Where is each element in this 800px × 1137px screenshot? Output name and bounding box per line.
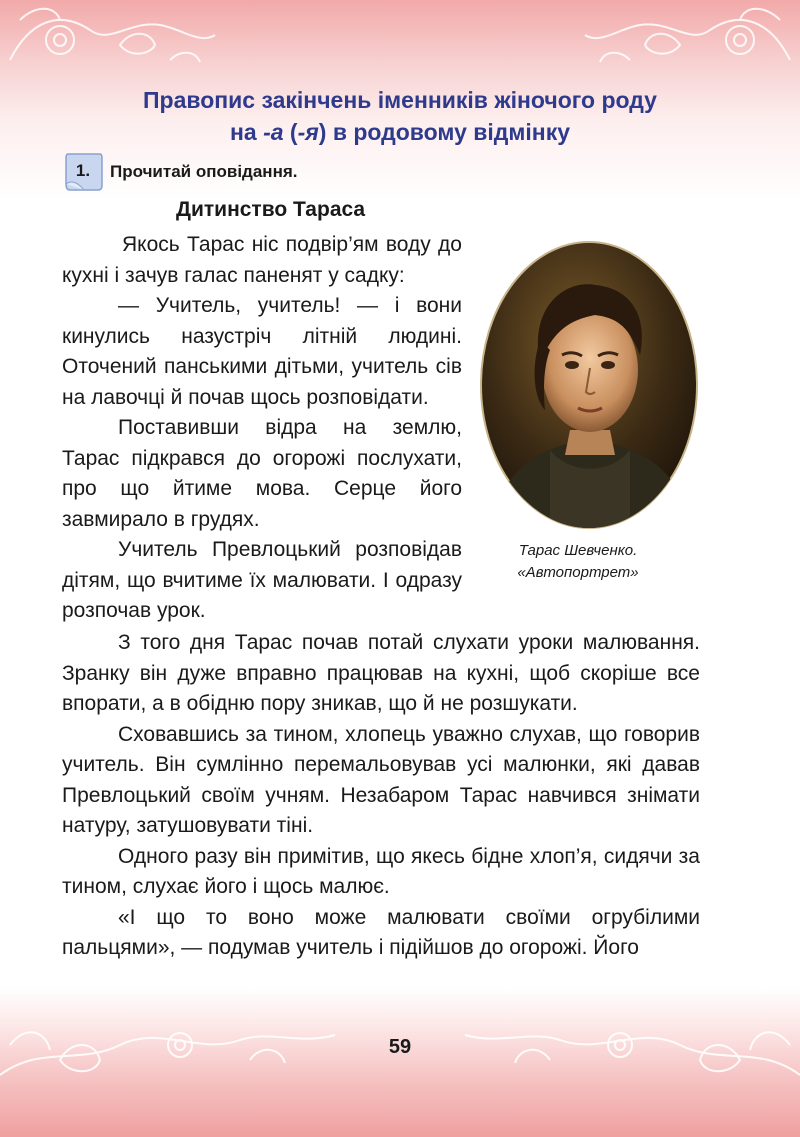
story-paragraph: Сховавшись за тином, хлопець уважно слухав, що говорив учитель. Він сумлінно перемальовував усі малюнки, які давав Превлоцький своїм учням. Незабаром Тарас навчився знімати натуру, затушовувати тіні.	[62, 722, 700, 837]
caption-line-2: «Автопортрет»	[517, 564, 639, 581]
title-line-2	[0, 116, 800, 148]
story-text-narrow	[62, 230, 462, 627]
task-instruction: Прочитай оповідання.	[110, 162, 298, 181]
story-text-wide	[62, 628, 700, 964]
story-paragraph: — Учитель, учитель! — і вони кинулись назустріч літній людині. Оточений панськими дітьми, учитель сів на лавочці й почав щось розповідати.	[62, 294, 462, 409]
portrait-caption	[498, 540, 658, 584]
story-paragraph: Поставивши відра на землю, Тарас підкрався до огорожі послухати, про що йтиме мова. Серце його завмирало в грудях.	[62, 416, 462, 531]
page-title	[0, 84, 800, 148]
title-ending-a: -а	[263, 119, 284, 145]
story-paragraph: Учитель Превлоцький розповідав дітям, що вчитиме їх малювати. І одразу розпочав урок.	[62, 538, 462, 622]
title-line-2-prefix: на	[229, 119, 264, 145]
story-paragraph: З того дня Тарас почав потай слухати уроки малювання. Зранку він дуже вправно працював на кухні, щоб скоріше все впорати, а в обідню пору зникав, що й не розшукати.	[62, 631, 700, 715]
title-line-2-suffix: ) в родовому відмінку	[318, 119, 571, 145]
story-title: Дитинство Тараса	[176, 198, 366, 221]
story-paragraph: Якось Тарас ніс подвір’ям воду до кухні і зачув галас паненят у садку:	[62, 233, 462, 287]
top-right-ornament	[580, 0, 800, 90]
title-line-1: Правопис закінчень іменників жіночого роду	[143, 87, 657, 113]
story-paragraph: Одного разу він примітив, що якесь бідне хлоп’я, сидячи за тином, слухає його і щось малює.	[62, 844, 700, 898]
caption-line-1: Тарас Шевченко.	[518, 542, 638, 559]
page-number: 59	[388, 1036, 412, 1058]
portrait-image	[480, 240, 698, 530]
title-ending-ya: -я	[297, 119, 319, 145]
story-paragraph: «І що то воно може малювати своїми огрубілими пальцями», — подумав учитель і підійшов до огорожі. Його	[62, 905, 700, 959]
task-number: 1.	[75, 161, 91, 180]
title-line-2-mid: (	[283, 119, 298, 145]
top-left-ornament	[0, 0, 220, 90]
